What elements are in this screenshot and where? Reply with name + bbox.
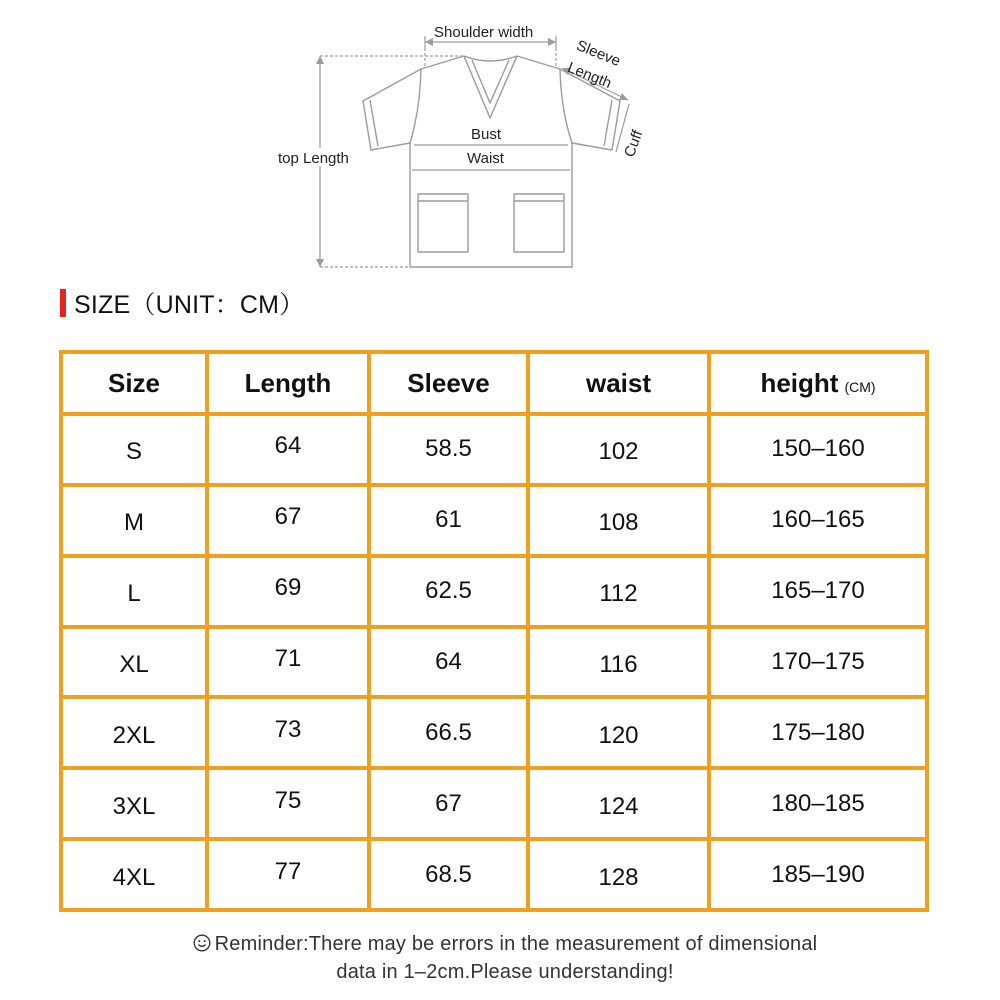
cell-waist: 108 [528,485,709,556]
garment-diagram [0,0,1000,280]
cell-length: 77 [207,839,369,910]
cell-height: 185–190 [709,839,927,910]
header-sleeve: Sleeve [369,352,528,414]
cell-sleeve: 61 [369,485,528,556]
cell-sleeve: 66.5 [369,697,528,768]
smile-icon [193,934,211,952]
section-title: SIZE（UNIT：CM） [74,291,305,319]
table-header-row [61,352,927,414]
sleeve-label: Sleeve [574,37,623,71]
size-section-heading [60,288,304,318]
cuff-label: Cuff [621,128,647,160]
cell-size: M [61,485,207,556]
reminder-note [100,930,910,986]
cell-size: L [61,556,207,627]
reminder-line-1 [100,930,910,958]
header-height [709,352,927,414]
cell-height: 165–170 [709,556,927,627]
cell-length: 75 [207,768,369,839]
table-row [61,414,927,485]
cell-height: 180–185 [709,768,927,839]
cell-waist: 116 [528,627,709,698]
table-row [61,697,927,768]
cell-size: 2XL [61,697,207,768]
table-row [61,839,927,910]
table-row [61,485,927,556]
shoulder-width-label: Shoulder width [434,24,534,41]
cell-length: 69 [207,556,369,627]
header-size: Size [61,352,207,414]
cell-height: 150–160 [709,414,927,485]
cell-sleeve: 62.5 [369,556,528,627]
cell-sleeve: 68.5 [369,839,528,910]
cell-sleeve: 58.5 [369,414,528,485]
cell-waist: 124 [528,768,709,839]
sleeve-length-label: Length [565,59,614,93]
reminder-text-1: Reminder:There may be errors in the measurement of dimensional [214,933,818,955]
cell-height: 170–175 [709,627,927,698]
top-length-label: top Length [278,150,349,167]
table-row [61,627,927,698]
cell-height: 175–180 [709,697,927,768]
waist-label: Waist [467,150,504,167]
cell-size: XL [61,627,207,698]
cell-waist: 112 [528,556,709,627]
reminder-line-2: data in 1–2cm.Please understanding! [336,961,674,983]
cell-height: 160–165 [709,485,927,556]
cell-size: 4XL [61,839,207,910]
bust-label: Bust [471,126,502,143]
cell-size: S [61,414,207,485]
cell-waist: 120 [528,697,709,768]
header-height-label: height [760,367,839,398]
cell-sleeve: 67 [369,768,528,839]
header-waist: waist [528,352,709,414]
table-row [61,556,927,627]
header-length: Length [207,352,369,414]
cell-sleeve: 64 [369,627,528,698]
table-row [61,768,927,839]
cell-waist: 128 [528,839,709,910]
cell-length: 64 [207,414,369,485]
size-table [59,350,929,912]
header-height-unit: (CM) [844,378,876,395]
cell-waist: 102 [528,414,709,485]
cell-length: 67 [207,485,369,556]
accent-bar [60,289,66,317]
cell-size: 3XL [61,768,207,839]
cell-length: 73 [207,697,369,768]
cell-length: 71 [207,627,369,698]
